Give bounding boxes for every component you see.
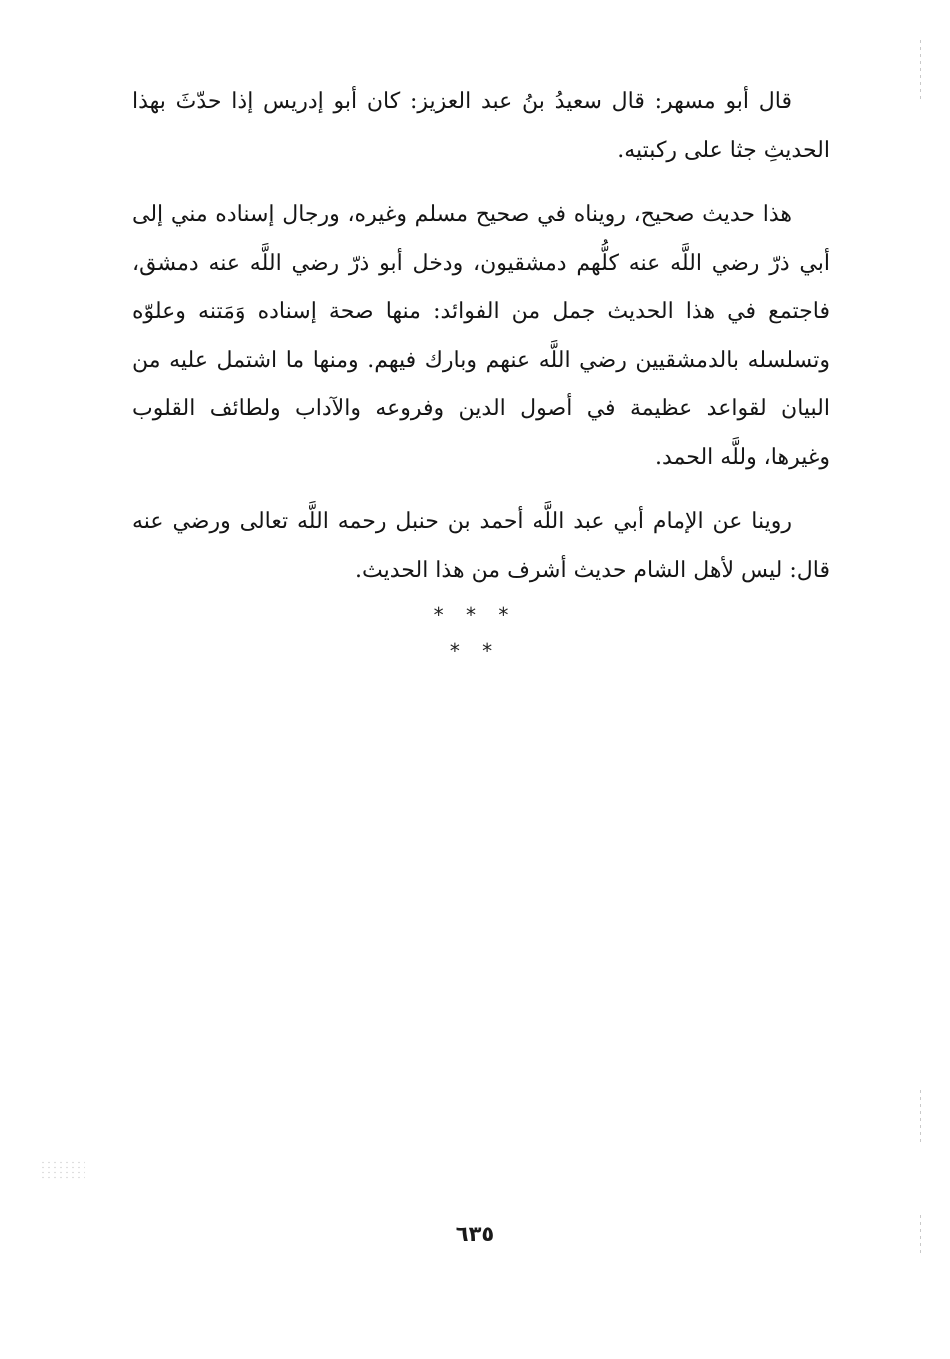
paragraph-abu-mushir: قال أبو مسهر: قال سعيدُ بنُ عبد العزيز: كان أبو إدريس إذا حدّثَ بهذا الحديثِ جثا على ركبتيه. xyxy=(132,89,830,163)
scan-edge-mark xyxy=(920,40,921,100)
body-text xyxy=(132,78,830,611)
section-separator-stars-top: * * * xyxy=(433,603,517,627)
section-separator-stars-bottom: * * xyxy=(449,639,501,663)
paragraph-hadith-grading: هذا حديث صحيح، رويناه في صحيح مسلم وغيره، ورجال إسناده مني إلى أبي ذرّ رضي اللَّه عنه كلُّهم دمشقيون، ودخل أبو ذرّ رضي اللَّه عنه دمشق، فاجتمع في هذا الحديث جمل من الفوائد: منها صحة إسناده وَمَتنه وعلوّه وتسلسله بالدمشقيين رضي اللَّه عنهم وبارك فيهم. ومنها ما اشتمل عليه من البيان لقواعد عظيمة في أصول الدين وفروعه والآداب ولطائف القلوب وغيرها، وللَّه الحمد. xyxy=(132,202,830,470)
scan-edge-mark xyxy=(920,1090,921,1145)
page-number: ٦٣٥ xyxy=(455,1222,495,1246)
scan-noise xyxy=(40,1160,85,1180)
paragraph-imam-ahmad: روينا عن الإمام أبي عبد اللَّه أحمد بن حنبل رحمه اللَّه تعالى ورضي عنه قال: ليس لأهل الشام حديث أشرف من هذا الحديث. xyxy=(132,509,830,583)
